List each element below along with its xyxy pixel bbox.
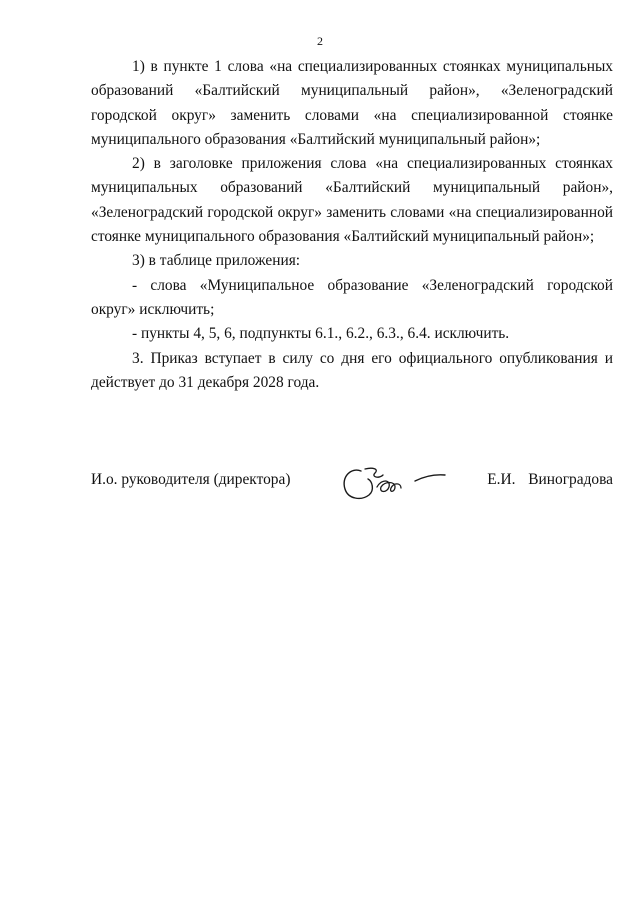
handwritten-signature (339, 461, 449, 505)
amendment-item-2: 2) в заголовке приложения слова «на специализированных стоянках муниципальных образований «Балтийский муниципальный район», «Зеленоградский городской округ» заменить словами «на специализированной стоянке муниципального образования «Балтийский муниципальный район»; (91, 155, 613, 246)
document-body (91, 55, 613, 395)
amendment-subitem-2: - пункты 4, 5, 6, подпункты 6.1., 6.2., 6.3., 6.4. исключить. (132, 325, 510, 343)
signatory-position: И.о. руководителя (директора) (91, 471, 291, 488)
signature-block (91, 461, 613, 509)
amendment-subitem-1: - слова «Муниципальное образование «Зеленоградский городской округ» исключить; (91, 276, 613, 318)
page-number: 2 (317, 34, 323, 48)
amendment-item-1: 1) в пункте 1 слова «на специализированных стоянках муниципальных образований «Балтийский муниципальный район», «Зеленоградский городской округ» заменить словами «на специализированной стоянке муниципального образования «Балтийский муниципальный район»; (91, 58, 613, 148)
signatory-name: Е.И. Виноградова (487, 471, 613, 488)
amendment-item-3: 3) в таблице приложения: (132, 252, 301, 270)
effective-date-clause: 3. Приказ вступает в силу со дня его официального опубликования и действует до 31 декабря 2028 года. (91, 349, 613, 391)
